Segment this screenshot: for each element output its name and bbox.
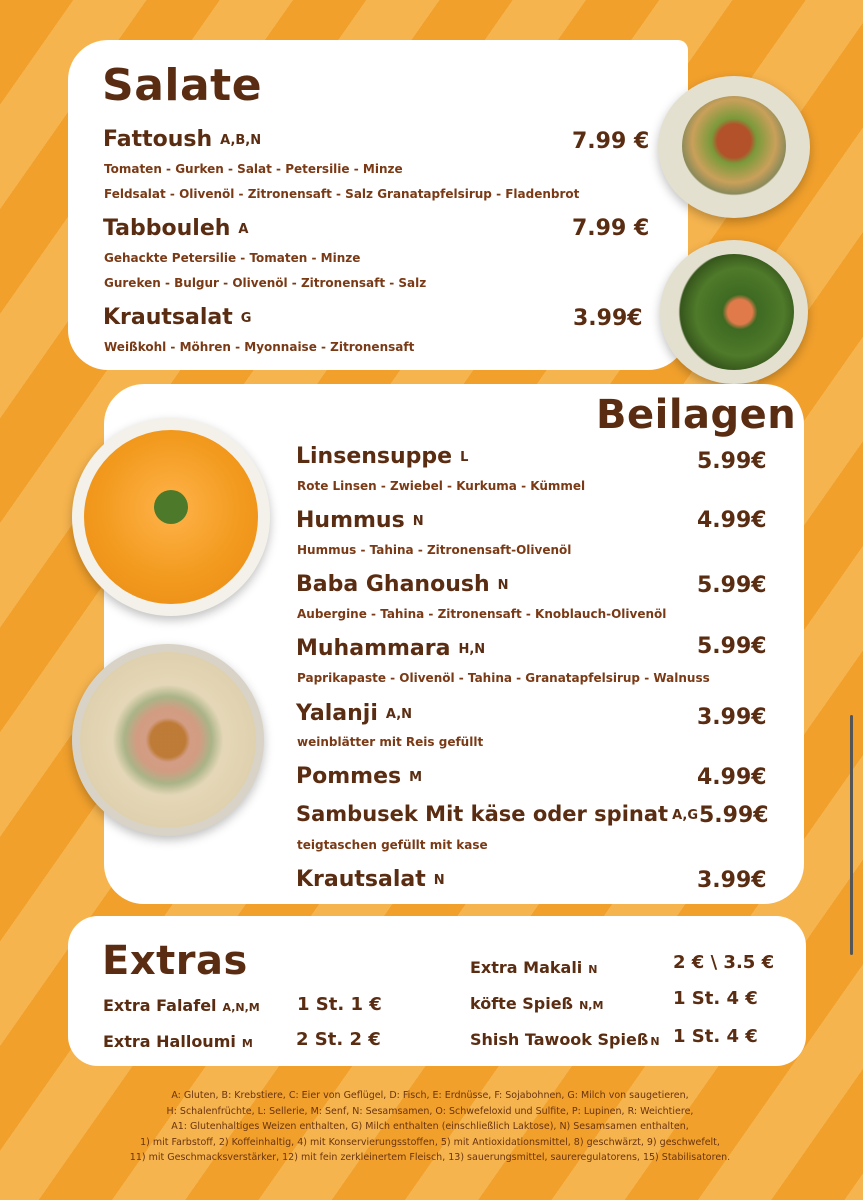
extra-value-halloumi: 2 St. 2 € [296,1029,381,1050]
price-fattoush: 7.99 € [572,129,650,154]
desc-fattoush-1: Tomaten - Gurken - Salat - Petersilie - Minze [104,162,403,176]
fattoush-plate-image [658,76,810,218]
price-tabbouleh: 7.99 € [572,216,650,241]
desc-krautsalat-salate: Weißkohl - Möhren - Myonnaise - Zitronensaft [104,340,415,354]
footnote-line: A: Gluten, B: Krebstiere, C: Eier von Geflügel, D: Fisch, E: Erdnüsse, F: Sojabohnen, G: Milch von saugetieren, [171,1090,689,1101]
desc-muhammara: Paprikapaste - Olivenöl - Tahina - Granatapfelsirup - Walnuss [297,671,710,685]
desc-linsensuppe: Rote Linsen - Zwiebel - Kurkuma - Kümmel [297,479,586,493]
extra-value-falafel: 1 St. 1 € [297,994,382,1015]
price-sambusek: 5.99€ [699,803,769,828]
extra-item-makali: Extra Makali N [470,958,598,977]
extra-item-kofte: köfte Spieß N,M [470,994,604,1013]
price-krautsalat-beilagen: 3.99€ [697,868,767,893]
price-baba-ghanoush: 5.99€ [697,573,767,598]
menu-item-fattoush: Fattoush A,B,N [103,127,262,152]
beilagen-heading: Beilagen [596,392,797,438]
extras-heading: Extras [102,938,248,984]
price-pommes: 4.99€ [697,765,767,790]
extra-value-shish-tawook: 1 St. 4 € [673,1026,758,1047]
tabbouleh-plate-image [660,240,808,384]
price-krautsalat-salate: 3.99€ [573,306,643,331]
footnote-line: H: Schalenfrüchte, L: Sellerie, M: Senf, N: Sesamsamen, O: Schwefeloxid und Sulfite, P: Lupinen, R: Weichtiere, [166,1105,694,1117]
desc-tabbouleh-2: Gureken - Bulgur - Olivenöl - Zitronensaft - Salz [104,276,427,290]
menu-item-muhammara: Muhammara H,N [296,636,486,661]
desc-fattoush-2: Feldsalat - Olivenöl - Zitronensaft - Salz Granatapfelsirup - Fladenbrot [104,187,580,201]
menu-item-pommes: Pommes M [296,764,423,789]
menu-item-hummus: Hummus N [296,508,424,533]
footnote-line: 11) mit Geschmacksverstärker, 12) mit fein zerkleinertem Fleisch, 13) sauerungsmittel, saureregulatorens, 15) Stabilisatoren. [129,1152,731,1163]
price-hummus: 4.99€ [697,508,767,533]
salate-heading: Salate [102,60,263,111]
menu-item-linsensuppe: Linsensuppe L [296,444,469,469]
menu-item-sambusek: Sambusek Mit käse oder spinat A,G [296,802,698,826]
menu-item-baba-ghanoush: Baba Ghanoush N [296,572,509,597]
price-yalanji: 3.99€ [697,705,767,730]
desc-tabbouleh-1: Gehackte Petersilie - Tomaten - Minze [104,251,361,265]
extra-value-makali: 2 € \ 3.5 € [673,952,775,973]
extra-item-falafel: Extra Falafel A,N,M [103,996,260,1015]
extra-item-halloumi: Extra Halloumi M [103,1032,253,1051]
extra-value-kofte: 1 St. 4 € [673,988,758,1009]
menu-item-tabbouleh: Tabbouleh A [103,216,249,241]
footnote-line: A1: Glutenhaltiges Weizen enthalten, G) Milch enthalten (einschließlich Laktose), N) Sesamsamen enthalten, [171,1121,689,1132]
hummus-bowl-image [72,644,264,836]
menu-item-krautsalat-salate: Krautsalat G [103,305,252,330]
footnote-line: 1) mit Farbstoff, 2) Koffeinhaltig, 4) mit Konservierungsstoffen, 5) mit Antioxidationsmittel, 8) geschwärzt, 9) geschwefelt, [140,1136,720,1148]
desc-baba-ghanoush: Aubergine - Tahina - Zitronensaft - Knoblauch-Olivenöl [297,607,667,621]
menu-item-yalanji: Yalanji A,N [296,701,413,726]
desc-yalanji: weinblätter mit Reis gefüllt [297,735,484,749]
desc-sambusek: teigtaschen gefüllt mit kase [297,838,488,852]
allergen-footnotes [60,1088,800,1166]
lentil-soup-bowl-image [72,418,270,616]
desc-hummus: Hummus - Tahina - Zitronensaft-Olivenöl [297,543,572,557]
scrollbar[interactable] [850,715,853,955]
price-muhammara: 5.99€ [697,634,767,659]
menu-item-krautsalat-beilagen: Krautsalat N [296,867,445,892]
price-linsensuppe: 5.99€ [697,449,767,474]
extra-item-shish-tawook: Shish Tawook Spieß N [470,1030,660,1049]
